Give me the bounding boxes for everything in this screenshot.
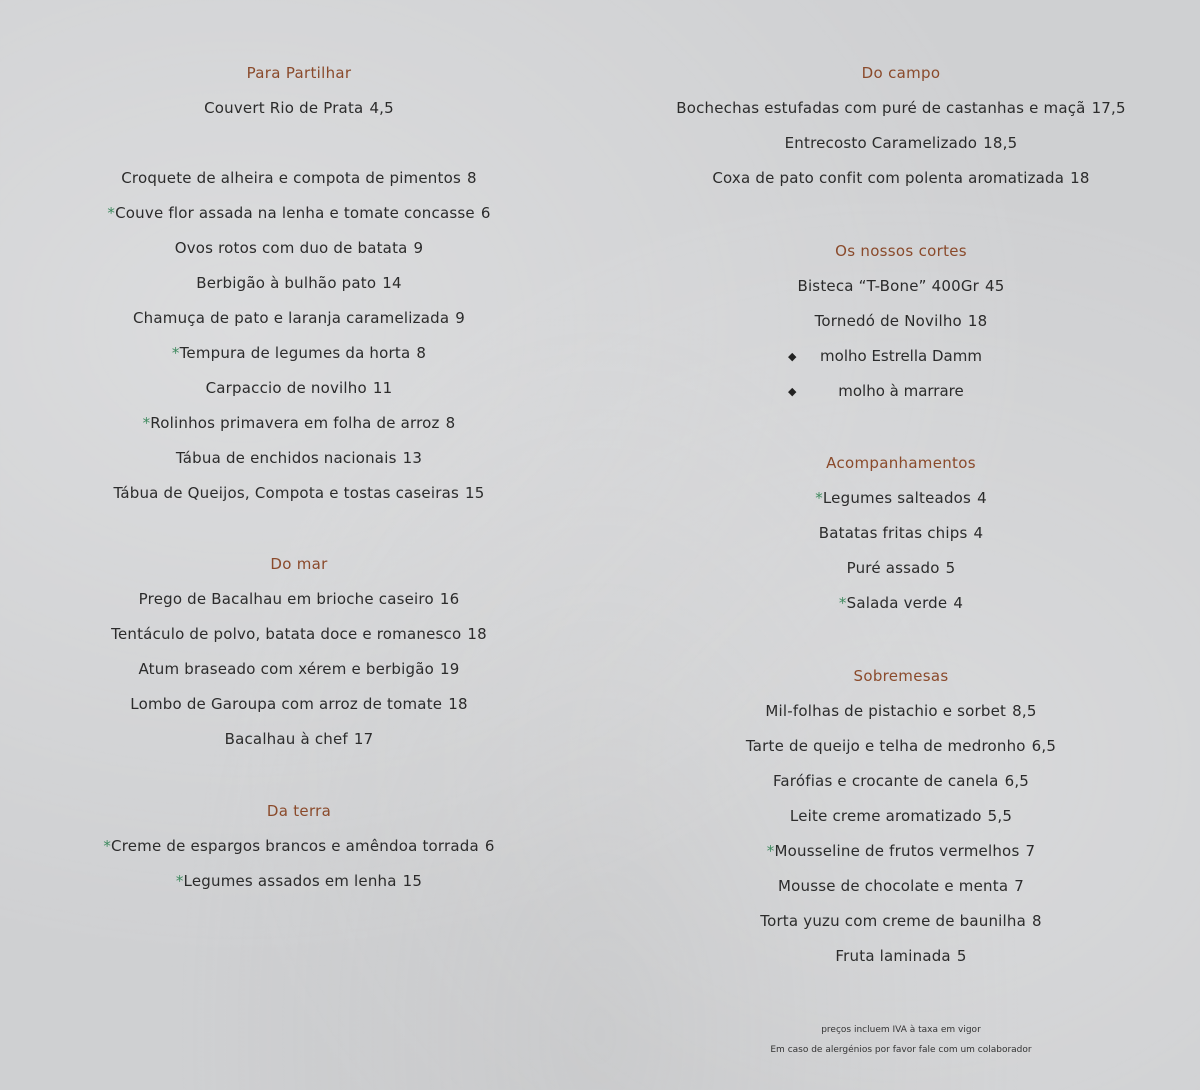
vat-note: preços incluem IVA à taxa em vigor <box>821 1025 981 1035</box>
menu-item-name: Torta yuzu com creme de baunilha <box>760 912 1026 930</box>
menu-item-price: 4 <box>977 489 987 507</box>
menu-item-name: Puré assado <box>846 559 940 577</box>
menu-item-name: Mousseline de frutos vermelhos <box>774 842 1020 860</box>
menu-item <box>0 161 598 196</box>
diamond-bullet-icon: ◆ <box>788 350 797 363</box>
menu-item <box>600 516 1200 551</box>
menu-item-price: 8 <box>445 414 456 432</box>
section-sobremesas <box>600 659 1200 974</box>
menu-item <box>0 406 598 441</box>
section-acompanhamentos <box>600 446 1200 621</box>
menu-item-price: 5,5 <box>987 807 1013 825</box>
menu-item-name: Farófias e crocante de canela <box>772 772 999 790</box>
menu-item-name: Bochechas estufadas com puré de castanhas e maçã <box>676 99 1086 117</box>
menu-item-price: 6,5 <box>1031 737 1057 755</box>
menu-item <box>600 694 1200 729</box>
menu-item <box>600 304 1200 339</box>
menu-item-price: 45 <box>985 277 1005 295</box>
menu-item-name: Entrecosto Caramelizado <box>784 134 978 152</box>
menu-item <box>0 91 598 126</box>
vegetarian-asterisk: * <box>838 594 847 612</box>
menu-item-name: Leite creme aromatizado <box>789 807 982 825</box>
menu-item-price: 8 <box>416 344 427 362</box>
menu-item-price: 5 <box>956 947 967 965</box>
menu-item-name: Carpaccio de novilho <box>205 379 367 397</box>
menu-item-price: 9 <box>413 239 424 257</box>
menu-item <box>600 161 1200 196</box>
menu-item-name: Coxa de pato confit com polenta aromatizada <box>712 169 1065 187</box>
diamond-bullet-icon: ◆ <box>788 385 797 398</box>
menu-item <box>600 91 1200 126</box>
menu-item-price: 18 <box>967 312 988 330</box>
menu-item <box>0 829 598 864</box>
section-para-partilhar <box>0 56 598 126</box>
menu-item-price: 17,5 <box>1091 99 1126 117</box>
menu-item-name: Lombo de Garoupa com arroz de tomate <box>130 695 443 713</box>
menu-item <box>0 336 598 371</box>
menu-item-price: 7 <box>1025 842 1036 860</box>
section-title: Os nossos cortes <box>835 242 967 260</box>
menu-item-price: 6 <box>484 837 495 855</box>
menu-item-name: Berbigão à bulhão pato <box>196 274 377 292</box>
section-title: Da terra <box>266 802 332 820</box>
vegetarian-asterisk: * <box>142 414 151 432</box>
menu-item-price: 13 <box>402 449 423 467</box>
menu-item-price: 5 <box>945 559 956 577</box>
allergen-note: Em caso de alergénios por favor fale com um colaborador <box>770 1045 1032 1055</box>
menu-item-price: 16 <box>439 590 460 608</box>
menu-item-name: Couvert Rio de Prata <box>204 99 364 117</box>
menu-item-price: 15 <box>402 872 423 890</box>
menu-item-name: Creme de espargos brancos e amêndoa torrada <box>111 837 479 855</box>
menu-item-name: Bisteca “T-Bone” 400Gr <box>797 277 980 295</box>
menu-item-name: Batatas fritas chips <box>818 524 968 542</box>
menu-item-price: 14 <box>382 274 402 292</box>
menu-item-name: Tarte de queijo e telha de medronho <box>745 737 1026 755</box>
footer-notes <box>600 1020 1200 1060</box>
menu-item-name: Tentáculo de polvo, batata doce e romanesco <box>111 625 462 643</box>
menu-item <box>0 371 598 406</box>
menu-item-price: 6,5 <box>1004 772 1030 790</box>
menu-item-price: 9 <box>455 309 465 327</box>
menu-item-price: 4 <box>973 524 984 542</box>
menu-item-price: 8 <box>466 169 477 187</box>
menu-item <box>600 904 1200 939</box>
menu-item-name: Legumes assados em lenha <box>183 872 397 890</box>
menu-item <box>600 799 1200 834</box>
menu-item <box>600 834 1200 869</box>
menu-item <box>0 722 598 757</box>
section-title: Acompanhamentos <box>826 454 976 472</box>
menu-item-name: Mil-folhas de pistachio e sorbet <box>765 702 1007 720</box>
menu-item <box>600 481 1200 516</box>
section-da-terra <box>0 794 598 899</box>
menu-item-name: Croquete de alheira e compota de pimentos <box>121 169 461 187</box>
menu-item-name: Prego de Bacalhau em brioche caseiro <box>138 590 434 608</box>
menu-item-price: 4,5 <box>369 99 394 117</box>
menu-item-name: Tábua de enchidos nacionais <box>175 449 397 467</box>
menu-item <box>600 586 1200 621</box>
menu-item <box>0 582 598 617</box>
menu-item-name: Ovos rotos com duo de batata <box>174 239 408 257</box>
menu-item-name: Rolinhos primavera em folha de arroz <box>150 414 440 432</box>
menu-item-price: 18 <box>448 695 468 713</box>
menu-item <box>0 864 598 899</box>
sauce-option <box>600 339 1200 374</box>
menu-item <box>0 476 598 511</box>
menu-item-price: 4 <box>953 594 964 612</box>
section-do-mar <box>0 547 598 757</box>
menu-item-name: Legumes salteados <box>822 489 972 507</box>
menu-item-name: Fruta laminada <box>835 947 951 965</box>
menu-item-price: 8,5 <box>1012 702 1037 720</box>
menu-item <box>600 764 1200 799</box>
menu-item <box>600 939 1200 974</box>
menu-item <box>0 266 598 301</box>
menu-item <box>600 269 1200 304</box>
menu-item <box>600 869 1200 904</box>
section-para-partilhar-continued <box>0 161 598 511</box>
sauce-label: molho à marrare <box>838 382 964 400</box>
section-title: Para Partilhar <box>246 64 352 82</box>
section-title: Do mar <box>270 555 328 573</box>
menu-item <box>0 231 598 266</box>
menu-item <box>0 687 598 722</box>
menu-item-price: 11 <box>372 379 393 397</box>
section-title: Do campo <box>861 64 941 82</box>
menu-item-price: 6 <box>480 204 491 222</box>
menu-item-price: 15 <box>465 484 485 502</box>
menu-item <box>600 551 1200 586</box>
menu-item <box>0 652 598 687</box>
menu-item-name: Chamuça de pato e laranja caramelizada <box>132 309 450 327</box>
menu-item <box>0 301 598 336</box>
vegetarian-asterisk: * <box>766 842 775 860</box>
vegetarian-asterisk: * <box>171 344 180 362</box>
menu-item <box>600 729 1200 764</box>
vegetarian-asterisk: * <box>103 837 112 855</box>
vegetarian-asterisk: * <box>107 204 116 222</box>
menu-item-name: Salada verde <box>846 594 948 612</box>
vegetarian-asterisk: * <box>175 872 184 890</box>
menu-item-name: Couve flor assada na lenha e tomate concasse <box>115 204 475 222</box>
menu-item-price: 7 <box>1014 877 1024 895</box>
menu-item-name: Tábua de Queijos, Compota e tostas caseiras <box>113 484 460 502</box>
section-os-nossos-cortes <box>600 234 1200 409</box>
menu-item-name: Tornedó de Novilho <box>814 312 962 330</box>
menu-item-name: Mousse de chocolate e menta <box>778 877 1009 895</box>
menu-item <box>0 441 598 476</box>
menu-item-price: 8 <box>1032 912 1042 930</box>
menu-item-price: 18 <box>467 625 487 643</box>
section-title: Sobremesas <box>853 667 949 685</box>
menu-item <box>0 617 598 652</box>
menu-item-name: Tempura de legumes da horta <box>179 344 411 362</box>
menu-item-name: Bacalhau à chef <box>224 730 348 748</box>
menu-item-price: 19 <box>440 660 460 678</box>
menu-item-name: Atum braseado com xérem e berbigão <box>138 660 435 678</box>
menu-item-price: 17 <box>353 730 374 748</box>
sauce-option <box>600 374 1200 409</box>
vegetarian-asterisk: * <box>815 489 823 507</box>
sauce-label: molho Estrella Damm <box>820 347 982 365</box>
menu-item <box>0 196 598 231</box>
menu-item <box>600 126 1200 161</box>
menu-item-price: 18 <box>1070 169 1090 187</box>
menu-item-price: 18,5 <box>983 134 1018 152</box>
section-do-campo <box>600 56 1200 196</box>
